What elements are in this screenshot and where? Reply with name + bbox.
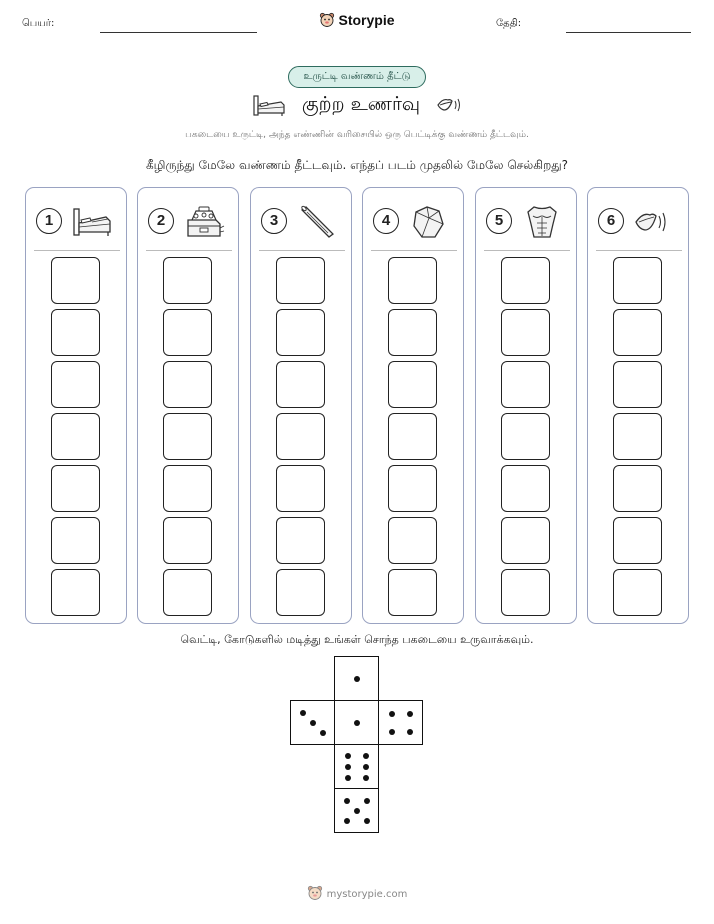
- color-box[interactable]: [163, 413, 212, 460]
- color-box[interactable]: [388, 309, 437, 356]
- pip: [389, 711, 395, 717]
- color-box[interactable]: [501, 361, 550, 408]
- pip: [354, 720, 360, 726]
- color-box[interactable]: [613, 309, 662, 356]
- color-box[interactable]: [163, 361, 212, 408]
- column-divider: [34, 250, 120, 251]
- page-title: குற்ற உணர்வு: [301, 92, 421, 115]
- color-box[interactable]: [388, 257, 437, 304]
- color-box[interactable]: [613, 569, 662, 616]
- pip: [344, 818, 350, 824]
- bed-icon: [70, 204, 114, 240]
- color-box[interactable]: [613, 257, 662, 304]
- storypie-mascot-icon: [319, 12, 335, 28]
- pip: [363, 753, 369, 759]
- column-4: [362, 187, 464, 624]
- color-box[interactable]: [51, 413, 100, 460]
- color-box[interactable]: [501, 517, 550, 564]
- color-box[interactable]: [163, 257, 212, 304]
- color-box[interactable]: [501, 413, 550, 460]
- storypie-mascot-icon: [307, 885, 323, 901]
- rock-icon: [407, 204, 451, 240]
- column-number: 1: [36, 208, 62, 234]
- footer-url: mystorypie.com: [326, 889, 408, 900]
- column-number: 2: [148, 208, 174, 234]
- pip: [344, 798, 350, 804]
- color-box[interactable]: [276, 309, 325, 356]
- pip: [363, 764, 369, 770]
- date-line: [566, 32, 691, 33]
- pip: [389, 729, 395, 735]
- color-box[interactable]: [613, 361, 662, 408]
- column-divider: [259, 250, 345, 251]
- brand-logo: [0, 12, 714, 28]
- color-box[interactable]: [388, 361, 437, 408]
- bed-icon: [251, 92, 287, 118]
- color-box[interactable]: [51, 309, 100, 356]
- pip: [407, 711, 413, 717]
- box-stack: [163, 257, 212, 621]
- color-box[interactable]: [276, 361, 325, 408]
- dice-face-3: [290, 700, 335, 745]
- column-6: [587, 187, 689, 624]
- pip: [364, 798, 370, 804]
- color-box[interactable]: [51, 257, 100, 304]
- color-box[interactable]: [501, 465, 550, 512]
- box-stack: [276, 257, 325, 621]
- column-number: 3: [261, 208, 287, 234]
- color-box[interactable]: [388, 517, 437, 564]
- color-box[interactable]: [276, 413, 325, 460]
- box-stack: [501, 257, 550, 621]
- box-stack: [388, 257, 437, 621]
- pip: [310, 720, 316, 726]
- column-divider: [371, 250, 457, 251]
- pip: [407, 729, 413, 735]
- activity-badge: உருட்டி வண்ணம் தீட்டு: [288, 66, 426, 88]
- tackle-box-icon: [182, 204, 226, 240]
- color-box[interactable]: [51, 465, 100, 512]
- pip: [320, 730, 326, 736]
- dice-face-6: [334, 744, 379, 789]
- color-box[interactable]: [613, 413, 662, 460]
- color-box[interactable]: [501, 309, 550, 356]
- color-box[interactable]: [163, 465, 212, 512]
- pip: [300, 710, 306, 716]
- pip: [345, 775, 351, 781]
- instruction: கீழிருந்து மேலே வண்ணம் தீட்டவும். எந்தப் படம் முதலில் மேலே செல்கிறது?: [145, 158, 569, 172]
- column-2: [137, 187, 239, 624]
- brand-name: Storypie: [338, 12, 395, 28]
- pip: [345, 764, 351, 770]
- speaking-mouth-icon: [632, 204, 676, 240]
- color-box[interactable]: [51, 517, 100, 564]
- color-box[interactable]: [163, 517, 212, 564]
- name-line: [100, 32, 257, 33]
- dice-face-1: [334, 700, 379, 745]
- color-box[interactable]: [501, 257, 550, 304]
- color-box[interactable]: [276, 465, 325, 512]
- color-box[interactable]: [276, 257, 325, 304]
- color-box[interactable]: [388, 413, 437, 460]
- name-label: பெயர்:: [22, 18, 55, 29]
- color-box[interactable]: [163, 309, 212, 356]
- title-row: [0, 92, 714, 122]
- column-1: [25, 187, 127, 624]
- color-box[interactable]: [276, 569, 325, 616]
- pip: [354, 808, 360, 814]
- pip: [354, 676, 360, 682]
- color-box[interactable]: [388, 465, 437, 512]
- color-box[interactable]: [51, 361, 100, 408]
- box-stack: [51, 257, 100, 621]
- color-box[interactable]: [51, 569, 100, 616]
- subtitle: பகடையை உருட்டி, அந்த எண்ணின் வரிசையில் ஒரு பெட்டிக்கு வண்ணம் தீட்டவும்.: [185, 130, 529, 140]
- column-5: [475, 187, 577, 624]
- date-label: தேதி:: [496, 18, 522, 29]
- dice-face-4: [378, 700, 423, 745]
- speaking-mouth-icon: [435, 94, 463, 116]
- column-divider: [484, 250, 570, 251]
- column-number: 5: [486, 208, 512, 234]
- color-box[interactable]: [163, 569, 212, 616]
- stick-icon: [295, 204, 339, 240]
- cut-instruction: வெட்டி, கோடுகளில் மடித்து உங்கள் சொந்த பகடையை உருவாக்கவும்.: [180, 633, 534, 646]
- color-box[interactable]: [613, 465, 662, 512]
- column-divider: [596, 250, 682, 251]
- column-divider: [146, 250, 232, 251]
- color-box[interactable]: [388, 569, 437, 616]
- pip: [363, 775, 369, 781]
- column-number: 4: [373, 208, 399, 234]
- box-stack: [613, 257, 662, 621]
- column-number: 6: [598, 208, 624, 234]
- color-box[interactable]: [613, 517, 662, 564]
- pip: [345, 753, 351, 759]
- color-box[interactable]: [501, 569, 550, 616]
- dice-face-5: [334, 788, 379, 833]
- pip: [364, 818, 370, 824]
- footer: [0, 885, 714, 901]
- column-3: [250, 187, 352, 624]
- torso-icon: [520, 204, 564, 240]
- dice-face-1: [334, 656, 379, 701]
- color-box[interactable]: [276, 517, 325, 564]
